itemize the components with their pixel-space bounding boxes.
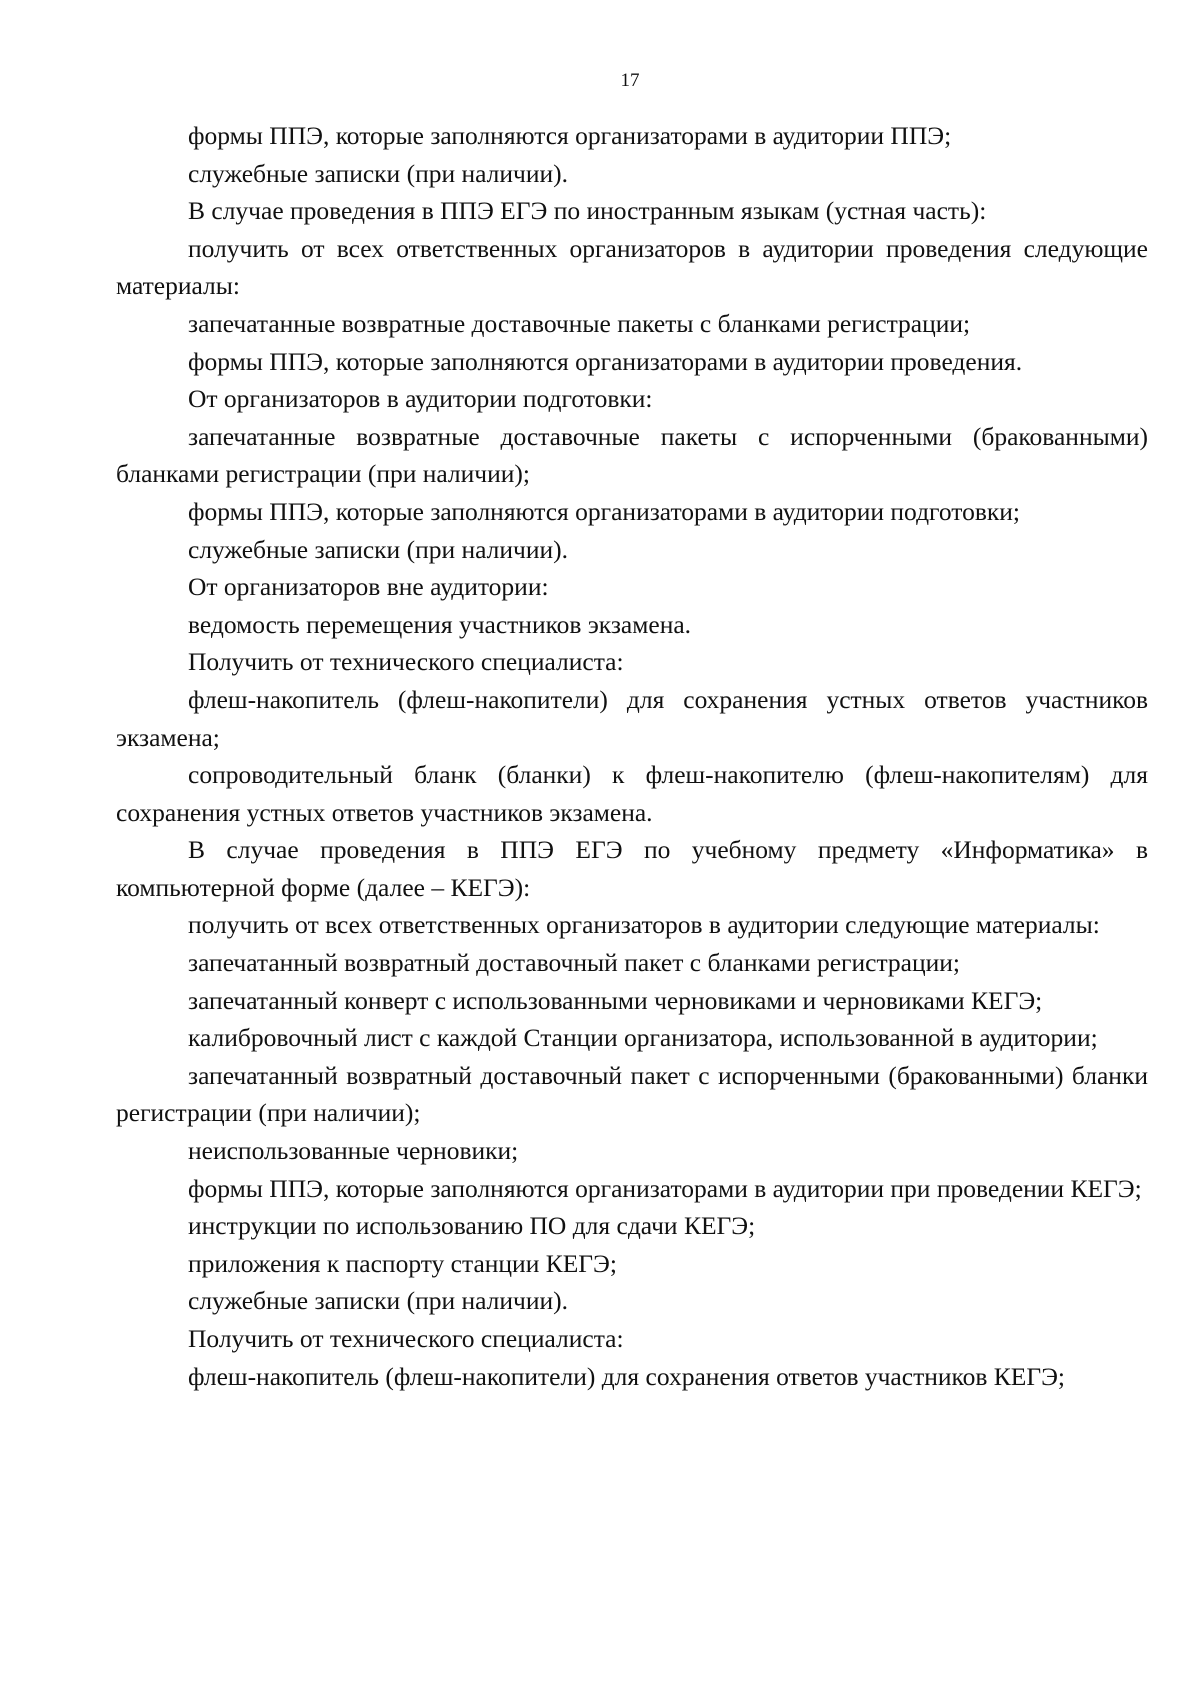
page-number: 17: [620, 70, 640, 91]
paragraph: запечатанный конверт с использованными черновиками и черновиками КЕГЭ;: [188, 985, 1043, 1015]
paragraph: флеш-накопитель (флеш-накопители) для сохранения ответов участников КЕГЭ;: [188, 1361, 1066, 1391]
document-body: [116, 117, 1148, 1395]
paragraph: инструкции по использованию ПО для сдачи КЕГЭ;: [188, 1211, 756, 1241]
paragraph: служебные записки (при наличии).: [188, 534, 569, 564]
paragraph: сопроводительный бланк (бланки) к флеш-накопителю (флеш-накопителям) для сохранения устных ответов участников экзамена.: [116, 760, 1148, 827]
paragraph: От организаторов в аудитории подготовки:: [188, 384, 653, 414]
paragraph: В случае проведения в ППЭ ЕГЭ по учебному предмету «Информатика» в компьютерной форме (далее – КЕГЭ):: [116, 835, 1148, 902]
paragraph: В случае проведения в ППЭ ЕГЭ по иностранным языкам (устная часть):: [188, 196, 987, 226]
paragraph: калибровочный лист с каждой Станции организатора, использованной в аудитории;: [188, 1023, 1098, 1053]
paragraph: получить от всех ответственных организаторов в аудитории следующие материалы:: [188, 910, 1100, 940]
paragraph: получить от всех ответственных организаторов в аудитории проведения следующие материалы:: [116, 233, 1148, 301]
paragraph: служебные записки (при наличии).: [188, 1286, 569, 1316]
paragraph: формы ППЭ, которые заполняются организаторами в аудитории проведения.: [188, 346, 1023, 376]
paragraph: Получить от технического специалиста:: [188, 1324, 624, 1353]
paragraph: формы ППЭ, которые заполняются организаторами в аудитории подготовки;: [188, 496, 1020, 526]
paragraph: запечатанный возвратный доставочный пакет с бланками регистрации;: [188, 948, 960, 978]
paragraph: неиспользованные черновики;: [188, 1136, 519, 1166]
paragraph: приложения к паспорту станции КЕГЭ;: [188, 1248, 617, 1278]
paragraph: запечатанные возвратные доставочные пакеты с испорченными (бракованными) бланками регистрации (при наличии);: [116, 421, 1148, 489]
paragraph: служебные записки (при наличии).: [188, 158, 569, 188]
paragraph: формы ППЭ, которые заполняются организаторами в аудитории при проведении КЕГЭ;: [188, 1173, 1142, 1203]
paragraph: запечатанный возвратный доставочный пакет с испорченными (бракованными) бланки регистрации (при наличии);: [116, 1060, 1148, 1128]
paragraph: ведомость перемещения участников экзамена.: [188, 609, 692, 639]
paragraph: запечатанные возвратные доставочные пакеты с бланками регистрации;: [188, 308, 971, 338]
paragraph: флеш-накопитель (флеш-накопители) для сохранения устных ответов участников экзамена;: [116, 684, 1148, 752]
paragraph: формы ППЭ, которые заполняются организаторами в аудитории ППЭ;: [188, 121, 952, 150]
paragraph: Получить от технического специалиста:: [188, 647, 624, 677]
paragraph: От организаторов вне аудитории:: [188, 572, 549, 602]
